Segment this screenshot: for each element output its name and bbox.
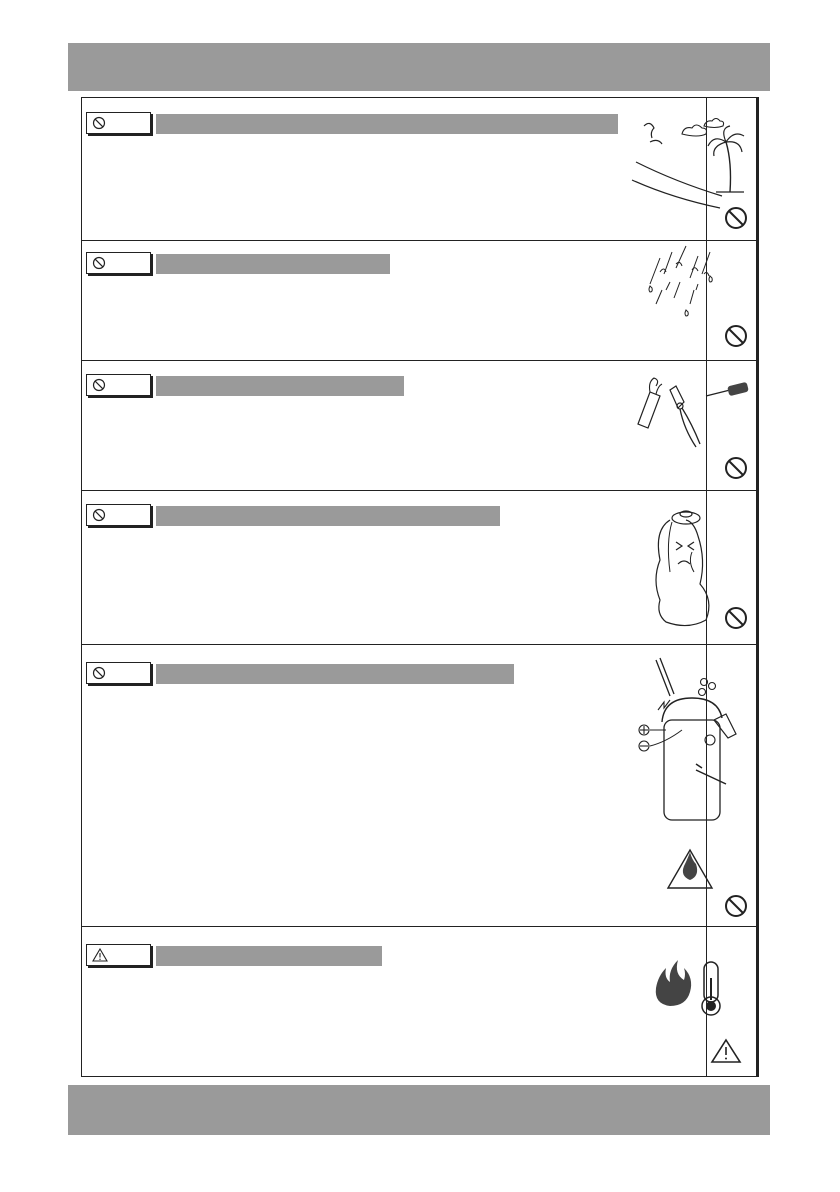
- warning-badge: [86, 944, 151, 966]
- rain-icon: [630, 244, 754, 354]
- header-band: [68, 43, 770, 91]
- footer-band: [68, 1085, 770, 1135]
- warning-icon: [92, 948, 108, 962]
- prohibition-badge: [86, 252, 151, 274]
- warning-icon: [712, 1040, 740, 1062]
- section-heading-bar: [156, 664, 514, 684]
- short-circuit-fire-icon: [630, 650, 754, 920]
- section-heading-bar: [156, 946, 382, 966]
- section-row-6: [82, 926, 756, 1078]
- section-heading-bar: [156, 254, 390, 274]
- prohibition-icon: [726, 608, 746, 628]
- section-heading-bar: [156, 114, 618, 134]
- section-heading-bar: [156, 506, 500, 526]
- section-row-3: [82, 360, 756, 491]
- prohibition-icon: [92, 256, 106, 270]
- safety-table: [81, 97, 759, 1077]
- section-heading-bar: [156, 376, 404, 396]
- swollen-battery-icon: [630, 498, 754, 638]
- prohibition-icon: [726, 458, 746, 478]
- prohibition-icon: [726, 326, 746, 346]
- tools-disassembly-icon: [630, 366, 754, 486]
- prohibition-icon: [92, 378, 106, 392]
- prohibition-icon: [726, 896, 746, 916]
- section-row-5: [82, 644, 756, 927]
- prohibition-badge: [86, 112, 151, 134]
- prohibition-badge: [86, 504, 151, 526]
- prohibition-icon: [92, 666, 106, 680]
- prohibition-badge: [86, 374, 151, 396]
- heat-thermometer-icon: [630, 934, 754, 1074]
- section-row-1: [82, 98, 756, 241]
- beach-sun-icon: [630, 104, 754, 234]
- section-row-2: [82, 240, 756, 361]
- prohibition-icon: [92, 116, 106, 130]
- prohibition-icon: [92, 508, 106, 522]
- prohibition-badge: [86, 662, 151, 684]
- section-row-4: [82, 490, 756, 645]
- prohibition-icon: [726, 208, 746, 228]
